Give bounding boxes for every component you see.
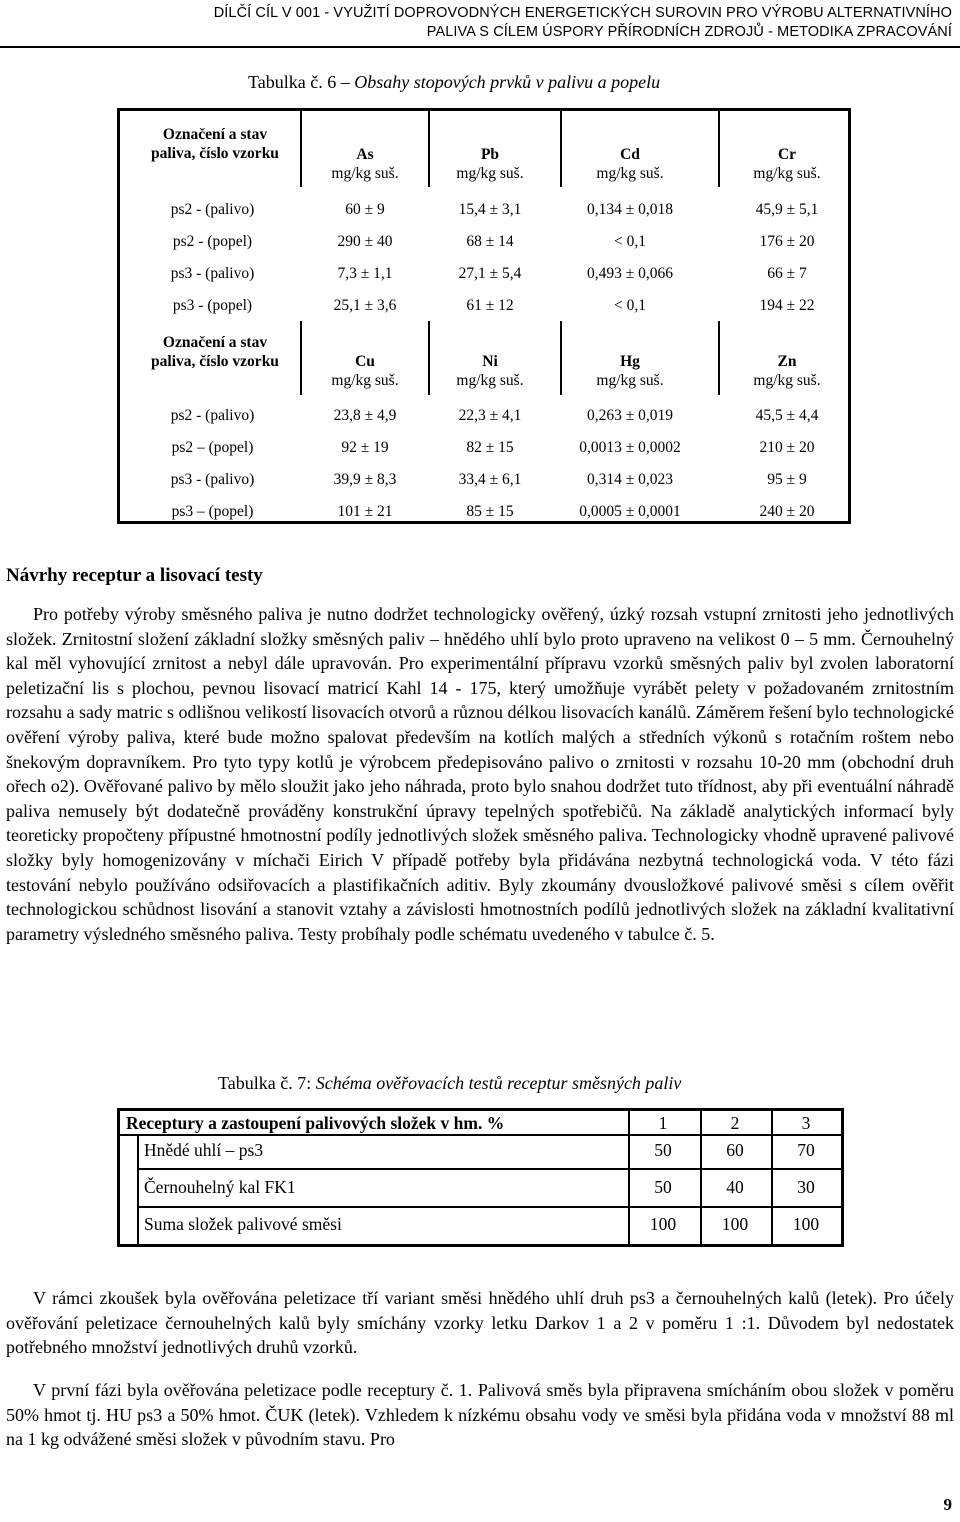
table7-cell: 50 — [654, 1177, 672, 1197]
element-symbol: Cu — [355, 353, 375, 370]
table-cell: 27,1 ± 5,4 — [458, 265, 522, 282]
table-cell: 0,263 ± 0,019 — [586, 407, 673, 424]
table6-divider — [560, 111, 562, 187]
table-row-label: ps2 - (palivo) — [170, 407, 255, 424]
label-header-line-2: paliva, číslo vzorku — [151, 353, 279, 370]
table-cell: 95 ± 9 — [767, 471, 807, 488]
unit-label: mg/kg suš. — [596, 165, 664, 182]
table6-divider — [560, 321, 562, 395]
unit-label: mg/kg suš. — [331, 372, 399, 389]
label-header-line-2: paliva, číslo vzorku — [151, 145, 279, 162]
table-cell: 101 ± 21 — [337, 503, 393, 520]
table-row-label: ps2 - (palivo) — [170, 201, 255, 218]
running-header-line-2: PALIVA S CÍLEM ÚSPORY PŘÍRODNÍCH ZDROJŮ - METODIKA ZPRACOVÁNÍ — [426, 24, 952, 40]
unit-label: mg/kg suš. — [331, 165, 399, 182]
recipe-table — [117, 1108, 844, 1247]
table7-header-col: 3 — [801, 1113, 811, 1133]
table7-header-col: 2 — [730, 1113, 740, 1133]
header-cd — [560, 145, 700, 183]
table-cell: 0,0013 ± 0,0002 — [579, 439, 681, 456]
paragraph-3: V první fázi byla ověřována peletizace podle receptury č. 1. Palivová směs byla připravena smícháním obou složek v poměru 50% hmot tj. HU ps3 a 50% hmot. ČUK (letek). Vzhledem k nízkému obsahu vody ve směsi byla přidána voda v množství 88 ml na 1 kg odvážené směsi složek v původním stavu. Pro — [6, 1380, 954, 1450]
table-cell: 45,5 ± 4,4 — [755, 407, 819, 424]
header-pb — [430, 145, 550, 183]
table-cell: 176 ± 20 — [759, 233, 815, 250]
unit-label: mg/kg suš. — [456, 372, 524, 389]
table7-header-col: 1 — [658, 1113, 668, 1133]
table-cell: 60 ± 9 — [345, 201, 385, 218]
table7-cell: 100 — [721, 1214, 749, 1234]
table-cell: 92 ± 19 — [341, 439, 389, 456]
table6-caption — [248, 72, 660, 93]
unit-label: mg/kg suš. — [596, 372, 664, 389]
table6-divider — [718, 111, 720, 187]
table7-row-label: Hnědé uhlí – ps3 — [144, 1140, 264, 1160]
table-cell: 15,4 ± 3,1 — [458, 201, 522, 218]
table7-row-label: Černouhelný kal FK1 — [144, 1177, 296, 1197]
table6-divider — [300, 321, 302, 395]
table7-header-label: Receptury a zastoupení palivových složek v hm. % — [126, 1113, 505, 1133]
table7-cell: 30 — [797, 1177, 815, 1197]
table-cell: < 0,1 — [614, 233, 646, 250]
table7-row-rule — [137, 1168, 842, 1170]
table-row-label: ps3 - (palivo) — [170, 471, 255, 488]
table7-cell: 100 — [649, 1214, 677, 1234]
table-cell: 23,8 ± 4,9 — [333, 407, 397, 424]
header-zn — [720, 352, 854, 390]
table6-caption-title: Obsahy stopových prvků v palivu a popelu — [354, 72, 661, 92]
table-cell: 68 ± 14 — [466, 233, 514, 250]
table-cell: 7,3 ± 1,1 — [337, 265, 393, 282]
table-cell: 0,134 ± 0,018 — [586, 201, 673, 218]
table-cell: 22,3 ± 4,1 — [458, 407, 522, 424]
table7-divider — [771, 1111, 773, 1247]
table-cell: 39,9 ± 8,3 — [333, 471, 397, 488]
table7-cell: 100 — [792, 1214, 820, 1234]
header-divider — [0, 46, 960, 48]
paragraph-2: V rámci zkoušek byla ověřována peletizace tří variant směsi hnědého uhlí druh ps3 a černouhelných kalů (letek). Pro účely ověřování peletizace černouhelných kalů byly smíchány vzorky letku Darkov 1 a 2 v poměru 1 :1. Důvodem byl nedostatek potřebného množství jednotlivých druhů vzorků. — [6, 1288, 954, 1358]
header-ni — [430, 352, 550, 390]
table-cell: 240 ± 20 — [759, 503, 815, 520]
table7-row-label: Suma složek palivové směsi — [144, 1214, 342, 1234]
table-cell: 82 ± 15 — [466, 439, 514, 456]
element-symbol: As — [356, 146, 374, 163]
header-cu — [300, 352, 430, 390]
table-cell: 210 ± 20 — [759, 439, 815, 456]
element-symbol: Pb — [480, 146, 500, 163]
table6-divider — [428, 321, 430, 395]
table6-label-header-2 — [125, 333, 305, 371]
table-cell: 0,314 ± 0,023 — [586, 471, 673, 488]
table7-divider — [628, 1111, 630, 1247]
table7-header-rule — [120, 1134, 842, 1136]
table-cell: 61 ± 12 — [466, 297, 514, 314]
table7-caption-title: Schéma ověřovacích testů receptur směsných paliv — [315, 1073, 682, 1093]
header-as — [300, 145, 430, 183]
element-symbol: Zn — [777, 353, 797, 370]
table-cell: 290 ± 40 — [337, 233, 393, 250]
table-row-label: ps2 – (popel) — [171, 439, 254, 456]
table-cell: 0,0005 ± 0,0001 — [579, 503, 681, 520]
trace-elements-table — [117, 108, 851, 524]
page-number: 9 — [943, 1495, 952, 1514]
table-row-label: ps3 - (palivo) — [170, 265, 255, 282]
unit-label: mg/kg suš. — [456, 165, 524, 182]
unit-label: mg/kg suš. — [753, 165, 821, 182]
table-cell: 66 ± 7 — [767, 265, 807, 282]
table7-cell: 70 — [797, 1140, 815, 1160]
table7-caption — [218, 1073, 681, 1094]
table7-cell: 40 — [726, 1177, 744, 1197]
label-header-line-1: Označení a stav — [162, 334, 268, 351]
table6-divider — [718, 321, 720, 395]
section-title: Návrhy receptur a lisovací testy — [6, 565, 263, 586]
table6-divider — [428, 111, 430, 187]
table-cell: 85 ± 15 — [466, 503, 514, 520]
table-row-label: ps2 - (popel) — [172, 233, 253, 250]
table7-caption-prefix: Tabulka č. 7: — [218, 1073, 312, 1093]
table7-divider — [700, 1111, 702, 1247]
paragraph-1: Pro potřeby výroby směsného paliva je nutno dodržet technologicky ověřený, úzký rozsah vstupní zrnitosti jeho jednotlivých složek. Zrnitostní složení základní složky směsných paliv – hnědého uhlí bylo proto upraveno na velikost 0 – 5 mm. Černouhelný kal měl vyhovující zrnitost a nebyl dále upravován. Pro experimentální přípravu vzorků směsných paliv byl zvolen laboratorní peletizační lis s plochou, pevnou lisovací matricí Kahl 14 - 175, který umožňuje vyrábět pelety v požadovaném zrnitostním rozsahu a sady matric s odlišnou velikostí lisovacích otvorů a různou délkou lisovacích kanálů. Záměrem řešení bylo technologické ověření výroby paliva, které bude možno spalovat především na kotlích malých a středních výkonů s rotačním roštem nebo šnekovým dopravníkem. Pro tyto typy kotlů je výrobcem předepisováno palivo o zrnitosti v rozsahu 10-20 mm (obchodní druh ořech o2). Ověřované palivo by mělo sloužit jako jeho náhrada, proto bylo snahou dodržet tuto třídnost, aby při eventuální náhradě paliva nemusely být dodatečně prováděny konstrukční úpravy tepelných spotřebičů. Na základě analytických informací byly teoreticky propočteny přípustné hmotnostní podíly jednotlivých složek směsného paliva. Technologicky vhodně upravené palivové složky byly homogenizovány v míchači Eirich V případě potřeby byla přidávána nezbytná technologická voda. V této fázi testování nebylo používáno odsiřovacích a plastifikačních aditiv. Byly zkoumány dvousložkové palivové směsi s cílem ověřit technologickou schůdnost lisování a stanovit vztahy a závislosti hmotnostních podílů jednotlivých složek na základní kvalitativní parametry výsledného směsného paliva. Testy probíhaly podle schématu uvedeného v tabulce č. 5. — [6, 604, 954, 944]
element-symbol: Ni — [482, 353, 498, 370]
table6-caption-prefix: Tabulka č. 6 – — [248, 72, 350, 92]
table7-cell: 60 — [726, 1140, 744, 1160]
table6-label-header-1 — [125, 125, 305, 163]
element-symbol: Hg — [620, 353, 640, 370]
running-header — [2, 4, 952, 42]
element-symbol: Cr — [777, 146, 797, 163]
running-header-line-1: DÍLČÍ CÍL V 001 - VYUŽITÍ DOPROVODNÝCH ENERGETICKÝCH SUROVIN PRO VÝROBU ALTERNATIVNÍHO — [213, 5, 952, 21]
table7-row-rule — [137, 1206, 842, 1208]
table-cell: < 0,1 — [614, 297, 646, 314]
table-row-label: ps3 – (popel) — [171, 503, 254, 520]
table6-divider — [300, 111, 302, 187]
table-cell: 45,9 ± 5,1 — [755, 201, 819, 218]
element-symbol: Cd — [620, 146, 640, 163]
table7-divider — [137, 1134, 139, 1247]
header-hg — [560, 352, 700, 390]
unit-label: mg/kg suš. — [753, 372, 821, 389]
table-row-label: ps3 - (popel) — [172, 297, 253, 314]
table-cell: 0,493 ± 0,066 — [586, 265, 673, 282]
table-cell: 33,4 ± 6,1 — [458, 471, 522, 488]
table-cell: 25,1 ± 3,6 — [333, 297, 397, 314]
header-cr — [720, 145, 854, 183]
table-cell: 194 ± 22 — [759, 297, 815, 314]
label-header-line-1: Označení a stav — [162, 126, 268, 143]
table7-cell: 50 — [654, 1140, 672, 1160]
